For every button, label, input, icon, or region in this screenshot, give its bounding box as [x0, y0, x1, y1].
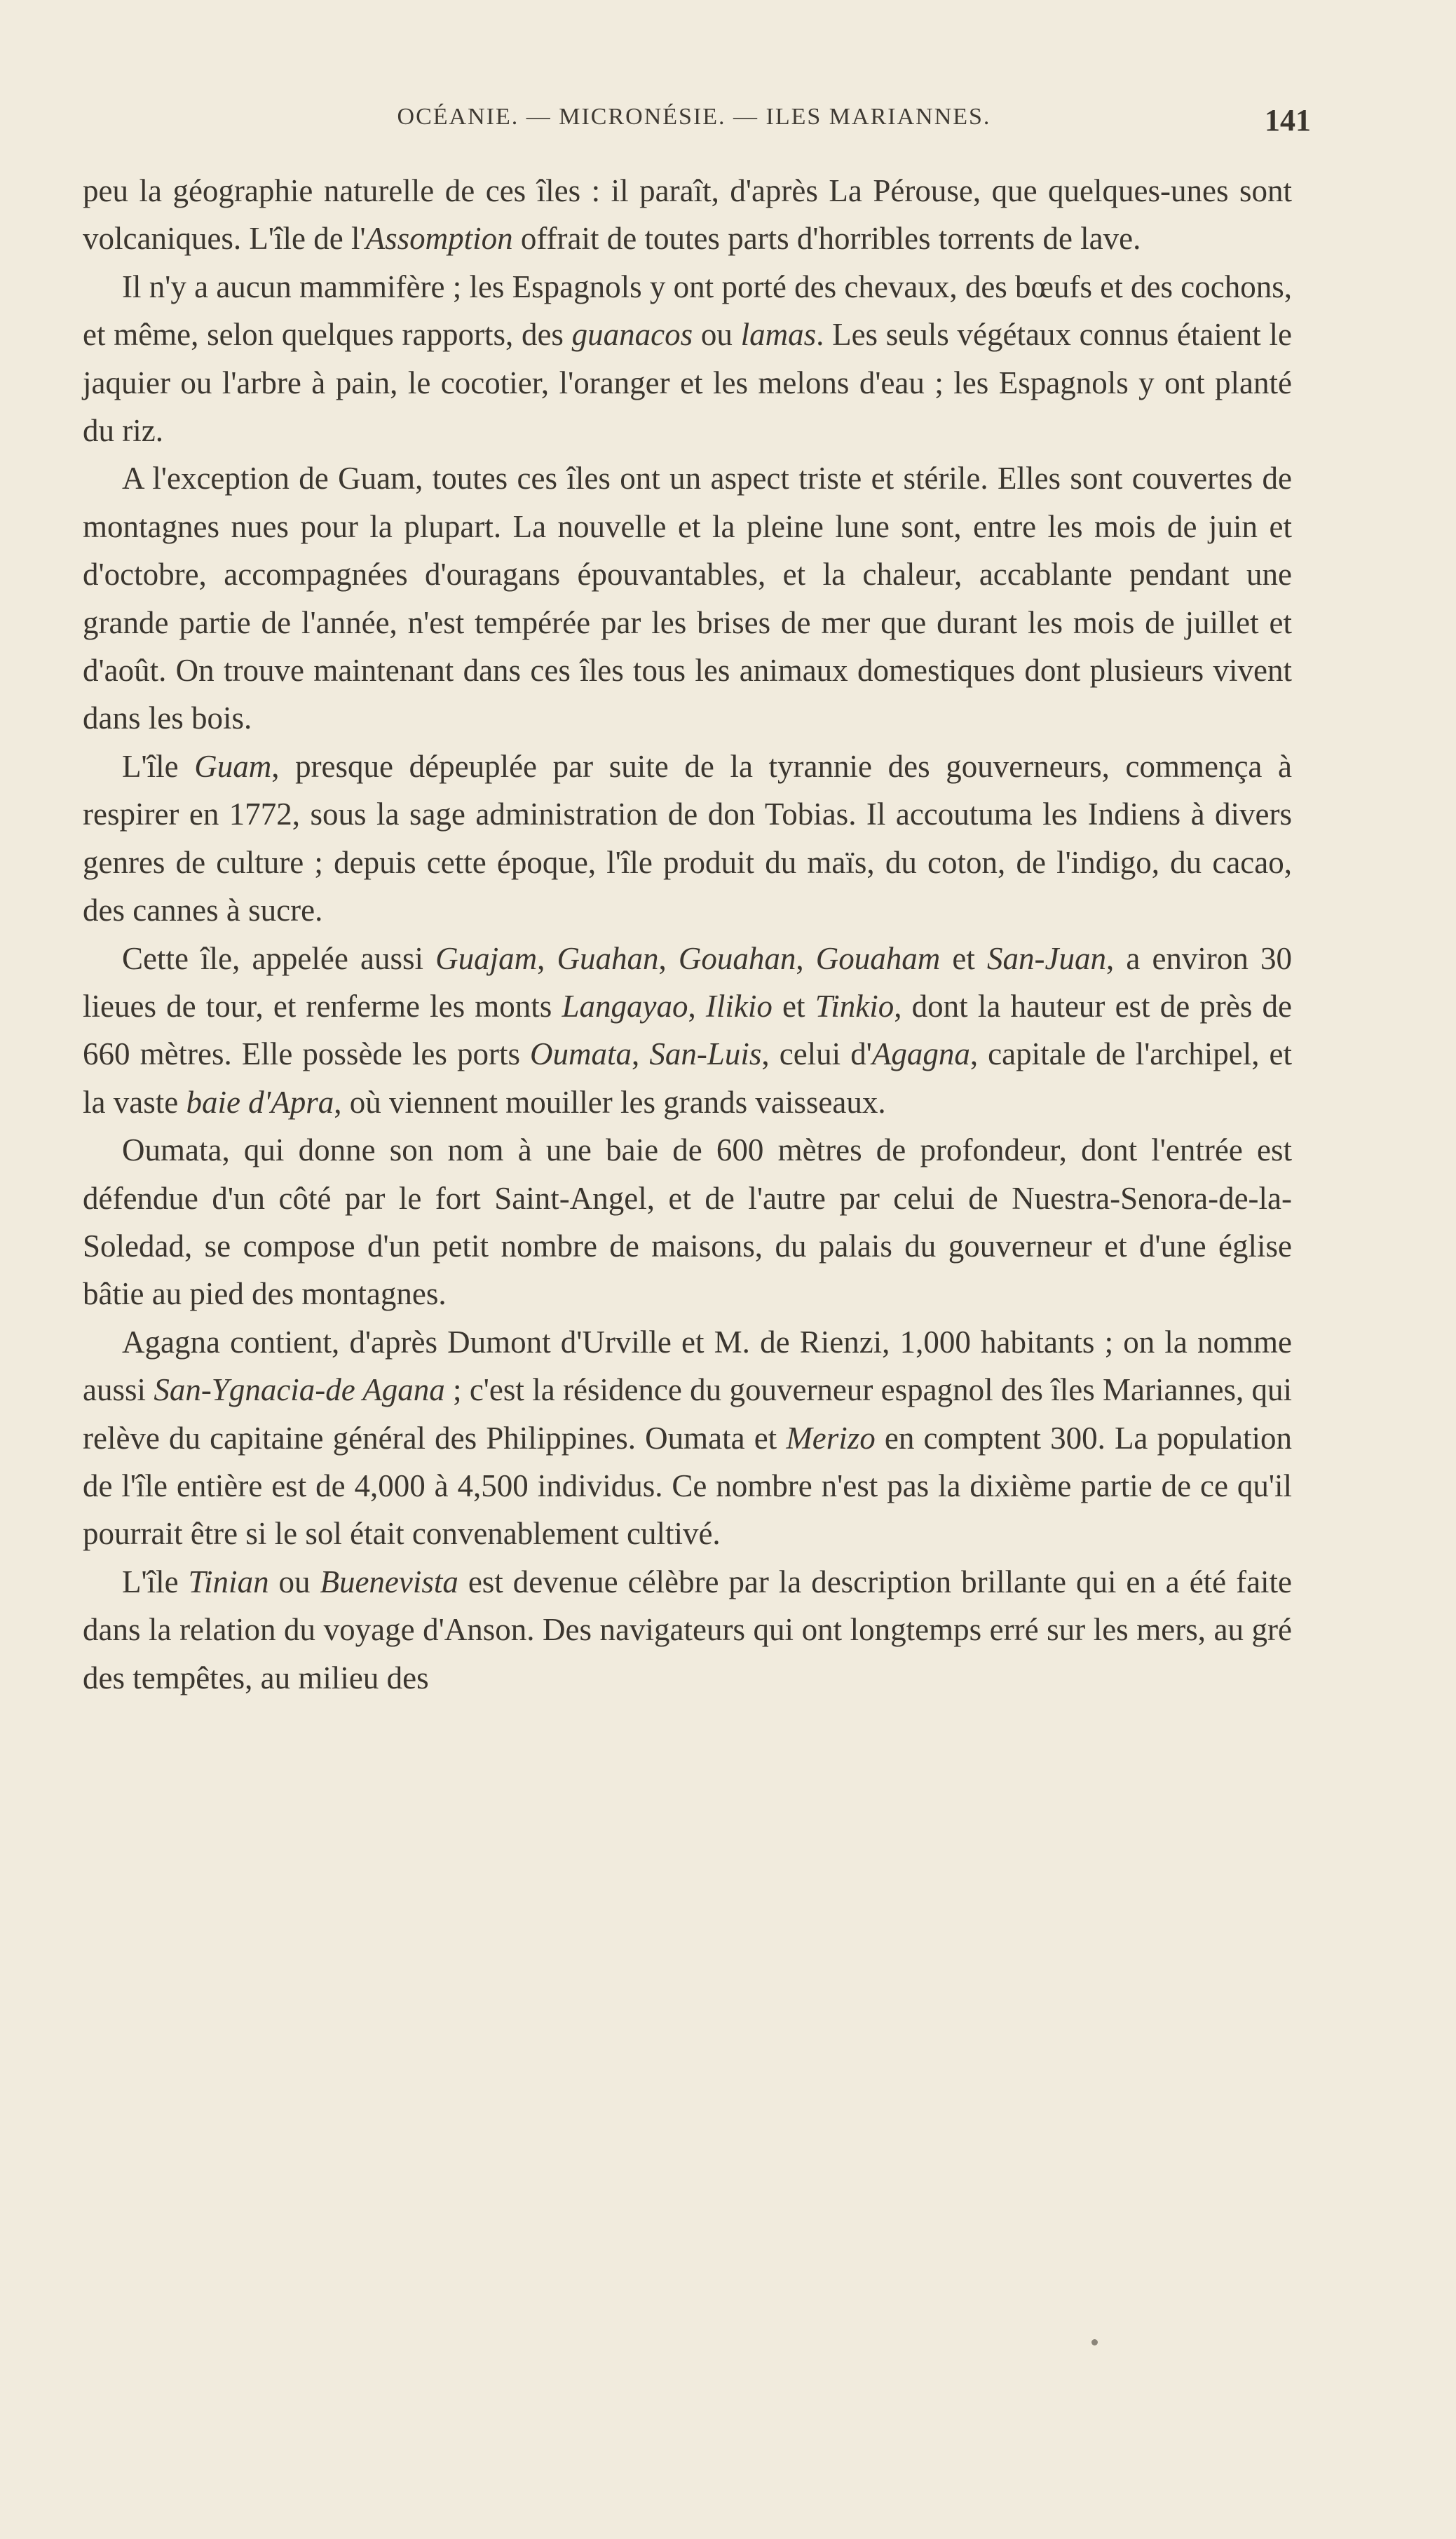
text-run: L'île — [122, 748, 195, 784]
italic-text: Merizo — [786, 1420, 876, 1456]
text-run: . Les seuls végétaux connus étaient le jaquier ou l'arbre à pain, le cocotier, l'oranger et les melons d'eau ; les Espagnols y ont planté du riz. — [83, 317, 1292, 449]
text-run: , capitale de l'archipel, et la vaste — [83, 1036, 1293, 1120]
text-run: , celui d' — [761, 1036, 872, 1072]
body-text — [83, 167, 1292, 1702]
italic-text: Guajam — [435, 940, 538, 976]
paragraph — [83, 167, 1292, 263]
text-run: ; c'est la résidence du gouverneur espagnol des îles Mariannes, qui relève du capitaine général des Philippines. Oumata et — [83, 1372, 1293, 1456]
italic-text: San-Ygnacia-de Agana — [154, 1372, 445, 1408]
text-run: Cette île, appelée aussi — [122, 940, 436, 976]
italic-text: San-Juan — [987, 940, 1106, 976]
italic-text: Buenevista — [320, 1564, 458, 1599]
italic-text: Agagna — [871, 1036, 970, 1072]
text-run: L'île — [122, 1564, 189, 1599]
text-run: , — [658, 940, 679, 976]
text-run: , dont la hauteur est de près de 660 mètres. Elle possède les ports — [83, 988, 1293, 1072]
italic-text: Tinkio — [815, 988, 894, 1024]
text-run: , — [688, 988, 706, 1024]
paragraph — [83, 263, 1292, 455]
italic-text: baie d'Apra — [186, 1084, 334, 1120]
italic-text: Langayao — [562, 988, 688, 1024]
italic-text: Gouaham — [815, 940, 941, 976]
text-run: A l'exception de Guam, toutes ces îles ont un aspect triste et stérile. Elles sont couvertes de montagnes nues pour la plupart. La nouvelle et la pleine lune sont, entre les mois de juin et d'octobre, accompagnées d'ouragans épouvantables, et la chaleur, accablante pendant une grande partie de l'année, n'est tempérée par les brises de mer que durant les mois de juillet et d'août. On trouve maintenant dans ces îles tous les animaux domestiques dont plusieurs vivent dans les bois. — [83, 461, 1292, 736]
text-run: et — [772, 988, 815, 1024]
paragraph — [83, 454, 1292, 742]
italic-text: Tinian — [188, 1564, 269, 1599]
paragraph — [83, 1558, 1292, 1702]
running-head: OCÉANIE. — MICRONÉSIE. — ILES MARIANNES. — [397, 104, 991, 130]
print-speck — [1091, 2339, 1098, 2345]
italic-text: Guam — [194, 748, 272, 784]
page-number: 141 — [1265, 103, 1311, 137]
italic-text: San-Luis — [649, 1036, 762, 1072]
text-run: en comptent 300. La population de l'île entière est de 4,000 à 4,500 individus. Ce nombre n'est pas la dixième partie de ce qu'il pourrait être si le sol était convenablement cultivé. — [83, 1420, 1292, 1552]
italic-text: Assomption — [365, 221, 513, 257]
paragraph — [83, 1126, 1292, 1318]
italic-text: guanacos — [571, 317, 693, 353]
text-run: ou — [268, 1564, 320, 1599]
paragraph — [83, 743, 1292, 935]
text-run: , — [632, 1036, 650, 1072]
text-run: , — [537, 940, 557, 976]
text-run: , — [796, 940, 816, 976]
page-header — [77, 104, 1311, 146]
text-run: Il n'y a aucun mammifère ; les Espagnols y ont porté des chevaux, des bœufs et des cochons, et même, selon quelques rapports, des — [83, 269, 1292, 353]
text-run: est devenue célèbre par la description brillante qui en a été faite dans la relation du voyage d'Anson. Des navigateurs qui ont longtemps erré sur les mers, au gré des tempêtes, au milieu des — [83, 1564, 1293, 1695]
text-run: , où viennent mouiller les grands vaisseaux. — [334, 1084, 886, 1120]
text-run: ou — [693, 317, 741, 353]
text-run: offrait de toutes parts d'horribles torrents de lave. — [512, 221, 1141, 257]
italic-text: Gouahan — [678, 940, 796, 976]
italic-text: lamas — [740, 317, 817, 353]
text-run: , a environ 30 lieues de tour, et renferme les monts — [83, 940, 1293, 1024]
text-run: , presque dépeuplée par suite de la tyrannie des gouverneurs, commença à respirer en 1772, sous la sage administration de don Tobias. Il accoutuma les Indiens à divers genres de culture ; depuis cette époque, l'île produit du maïs, du coton, de l'indigo, du cacao, des cannes à sucre. — [83, 748, 1292, 928]
text-run: et — [940, 940, 988, 976]
italic-text: Ilikio — [705, 988, 773, 1024]
paragraph — [83, 1318, 1292, 1558]
paragraph — [83, 935, 1292, 1127]
italic-text: Oumata — [530, 1036, 632, 1072]
italic-text: Guahan — [557, 940, 659, 976]
text-run: Agagna contient, d'après Dumont d'Urville et M. de Rienzi, 1,000 habitants ; on la nomme aussi — [83, 1324, 1292, 1408]
text-run: peu la géographie naturelle de ces îles : il paraît, d'après La Pérouse, que quelques-unes sont volcaniques. L'île de l' — [83, 173, 1292, 257]
text-run: Oumata, qui donne son nom à une baie de 600 mètres de profondeur, dont l'entrée est défendue d'un côté par le fort Saint-Angel, et de l'autre par celui de Nuestra-Senora-de-la-Soledad, se compose d'un petit nombre de maisons, du palais du gouverneur et d'une église bâtie au pied des montagnes. — [83, 1132, 1292, 1312]
